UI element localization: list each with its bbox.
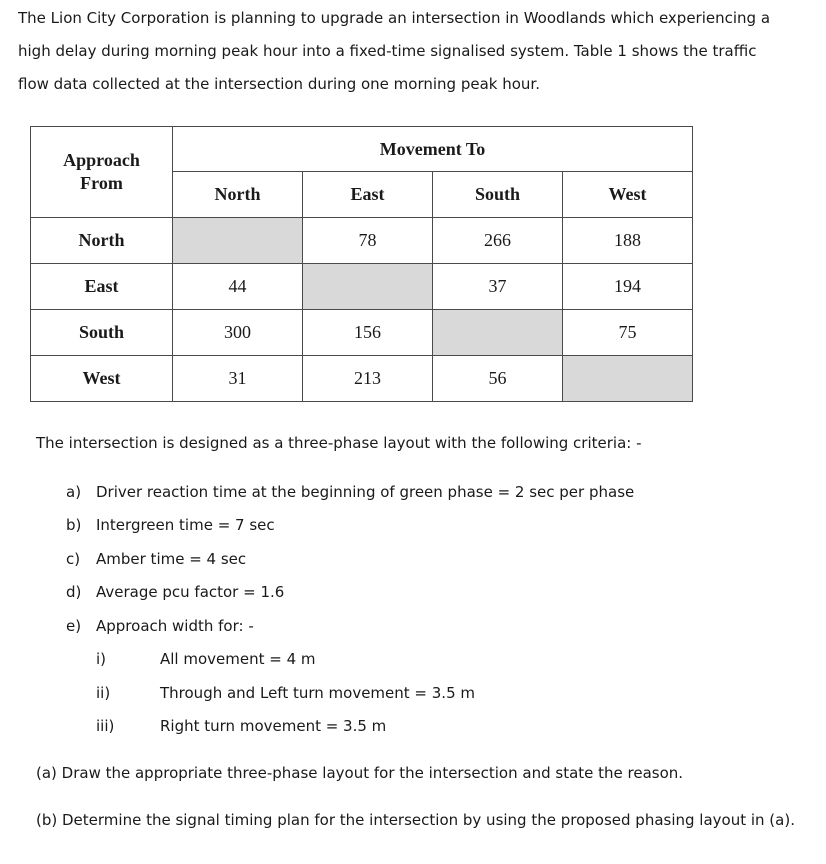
cell-north-east: 78 [303, 218, 433, 264]
column-header-east: East [303, 172, 433, 218]
row-label-south: South [31, 310, 173, 356]
cell-east-south: 37 [433, 264, 563, 310]
approach-header-line2: From [80, 173, 123, 193]
cell-east-east [303, 264, 433, 310]
intro-paragraph [18, 2, 808, 101]
subitem-i [96, 650, 316, 668]
criteria-text-b: Intergreen time = 7 sec [96, 516, 275, 534]
approach-header-line1: Approach [63, 150, 140, 170]
row-label-east: East [31, 264, 173, 310]
cell-west-north: 31 [173, 356, 303, 402]
criteria-item-d [66, 583, 284, 601]
criteria-text-a: Driver reaction time at the beginning of green phase = 2 sec per phase [96, 483, 635, 501]
criteria-item-b [66, 516, 275, 534]
criteria-item-c [66, 550, 246, 568]
criteria-label-a: a) [66, 483, 82, 501]
criteria-intro: The intersection is designed as a three-phase layout with the following criteria: - [36, 434, 642, 452]
subitem-label-ii: ii) [96, 684, 111, 702]
column-header-west: West [563, 172, 693, 218]
criteria-label-e: e) [66, 617, 82, 635]
table-row-south [31, 310, 693, 356]
criteria-item-e [66, 617, 254, 635]
approach-from-header [31, 127, 173, 218]
criteria-label-c: c) [66, 550, 81, 568]
question-b: (b) Determine the signal timing plan for the intersection by using the proposed phasing layout in (a). [36, 811, 795, 829]
column-header-south: South [433, 172, 563, 218]
traffic-flow-table [30, 126, 693, 402]
subitem-label-iii: iii) [96, 717, 115, 735]
movement-to-header: Movement To [173, 127, 693, 172]
cell-west-south: 56 [433, 356, 563, 402]
criteria-text-d: Average pcu factor = 1.6 [96, 583, 285, 601]
intro-line-3: flow data collected at the intersection during one morning peak hour. [18, 75, 540, 93]
cell-south-east: 156 [303, 310, 433, 356]
cell-east-west: 194 [563, 264, 693, 310]
criteria-item-a [66, 483, 634, 501]
criteria-label-b: b) [66, 516, 82, 534]
cell-west-west [563, 356, 693, 402]
intro-line-2: high delay during morning peak hour into a fixed-time signalised system. Table 1 shows the traffic [18, 42, 757, 60]
cell-west-east: 213 [303, 356, 433, 402]
cell-east-north: 44 [173, 264, 303, 310]
subitem-label-i: i) [96, 650, 107, 668]
subitem-iii [96, 717, 386, 735]
table-row-north [31, 218, 693, 264]
subitem-text-i: All movement = 4 m [160, 650, 316, 668]
cell-south-south [433, 310, 563, 356]
cell-north-south: 266 [433, 218, 563, 264]
cell-north-west: 188 [563, 218, 693, 264]
subitem-text-iii: Right turn movement = 3.5 m [160, 717, 387, 735]
cell-north-north [173, 218, 303, 264]
criteria-text-c: Amber time = 4 sec [96, 550, 247, 568]
criteria-label-d: d) [66, 583, 82, 601]
cell-south-west: 75 [563, 310, 693, 356]
row-label-west: West [31, 356, 173, 402]
table-row-west [31, 356, 693, 402]
question-a: (a) Draw the appropriate three-phase layout for the intersection and state the reason. [36, 764, 684, 782]
subitem-text-ii: Through and Left turn movement = 3.5 m [160, 684, 475, 702]
criteria-text-e: Approach width for: - [96, 617, 254, 635]
row-label-north: North [31, 218, 173, 264]
cell-south-north: 300 [173, 310, 303, 356]
table-row-east [31, 264, 693, 310]
column-header-north: North [173, 172, 303, 218]
subitem-ii [96, 684, 475, 702]
intro-line-1: The Lion City Corporation is planning to upgrade an intersection in Woodlands which experiencing a [18, 9, 771, 27]
